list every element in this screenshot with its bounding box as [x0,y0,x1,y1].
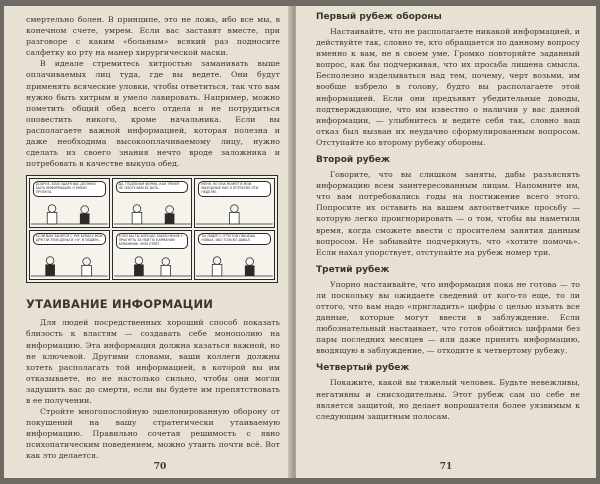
comic-figures-icon [195,251,274,280]
comic-panel [29,178,110,228]
paragraph: Стройте многопослойную эшелонированную оборону от покушений на вашу стратегически утаиваемую информацию. Правильно сочетая решимость с явно психопатическим поведением, можно утаить почти всё. Вот как это делается. [26,407,280,461]
comic-strip [26,175,278,283]
comic-figures-icon [113,251,192,280]
paragraph: Говорите, что вы слишком заняты, дабы разъяснять информацию всем заинтересованным лицам. Напомните им, что вам потребовались годы на постижение всего этого. Попросите их оставить на вашем автоответчике просьбу — которую легко проигнорировать — о том, чтобы вы наметили время, когда сможете ввести с просителем занятия данным вопросом. Не забывайте подчеркнуть, что «хотите помочь». Если нахал упорствует, отступайте на рубеж номер три. [316,170,580,257]
comic-panel [112,178,193,228]
comic-figures-icon [30,199,109,228]
speech-bubble: ТЫ ЛИДЕР С ОТЧЕТОМ ПИШЕШЬ НОВЫХ, ИБО ТОЛЬКО ДАВАЛ. [198,233,271,245]
comic-figures-icon [195,199,274,228]
paragraph: Упорно настаивайте, что информация пока не готова — то ли поскольку вы ожидаете сведений от кого-то еще, то ли оттого, что вам надо «пригладить» цифры с целью изъять все данные, которые могут ввести в заблуждение. Если любознательный настаивает, что готов обойтись цифрами без пары последних месяцев — или даже принять информацию, вводящую в заблуждение, — отходите к четвертому рубежу. [316,279,580,356]
comic-panel [112,230,193,280]
comic-figures-icon [113,199,192,228]
paragraph: В идеале стремитесь хитростью заманивать выше оплачиваемых лиц туда, где вы ведете. Они будут применять всяческие уловки, чтобы ответиться, так что вам нужно быть хитрым и умело лавировать. Например, можно пометить общий обед всего отдела и не потрудиться оповестить никого, кроме начальника. Если вы располагаете важной информацией, которая полезна и даже необходима высокооплачиваемому лицу, нужно сделать из своего знания нечто вроде заложника и потребовать в качестве выкупа обед. [26,59,280,169]
paragraph: Покажите, какой вы тяжелый человек. Будьте невежливы, негативны и снисходительны. Этот рубеж сам по себе не является защитой, но делает вопрошателя более уязвимым к следующим защитным полосам. [316,378,580,421]
speech-bubble: МЕНЯ. НО ОНА МОЖЕТ В МОИ ВЫХОДНЫЕ КАК Я ПОТРАТИЛ ЭТИ НЕДЕЛЮ. [198,181,271,197]
speech-bubble: ЕСЛИ ВАМ ЗАНЯТСЯ С РУК БУМАГУ МОЙ ДРУГОЙ ЭТИХ ДЕНЬГИ. НУ, В ОБЩЕМ... [33,233,106,245]
subsection-title: Четвертый рубеж [316,363,410,374]
paragraph: Настаивайте, что не располагаете никакой информацией, и действуйте так, словно те, кто обращается по данному вопросу именно к вам, не в своем уме. Громко повторяйте заданный вопрос, как бы подчеркивая, что их просьба лишена смысла. Бесполезно изделываться над тем, почему, черт возьми, им вообще взбрело в голову, будто вы располагаете этой информацией. Если они предъявят убедительные доводы, подтверждающие, что им известно о наличии у вас данной информации, — улыбнитесь и ведите себя так, словно ваш отказ был вызван их неудачно сформулированным вопросом. Отступайте ко второму рубежу обороны. [316,27,580,147]
subsection-title: Второй рубеж [316,155,390,166]
page-number: 70 [153,462,167,472]
speech-bubble: ДА, ПОДОБНАЯ ФОРМА, КАК ТРЕНЕР. НЕ СМОГУ ВАМ ЕЁ ДАТЬ. [116,181,189,193]
left-page [4,6,292,478]
right-page [296,6,596,478]
section-title: УТАИВАНИЕ ИНФОРМАЦИИ [26,297,214,312]
comic-panel [29,230,110,280]
comic-panel [194,178,275,228]
speech-bubble: ЕСЛИ БЫ ТЫ ХОРОШО ЗАКЛЮЧЕНИЕ У ПРЫГНУТЬ ЗА НЕЙ ПО КАРМАНАМ БУМАЖНИК, МОЙ ОТВЕТ. [116,233,189,249]
comic-figures-icon [30,251,109,280]
comic-panel [194,230,275,280]
page-number: 71 [439,462,453,472]
subsection-title: Первый рубеж обороны [316,12,442,22]
paragraph: Для людей посредственных хороший способ показать близость к властям — создавать себе монополию на информацию. Эта информация должна казаться важной, но не ключевой. Другими словами, ваши коллеги должны хотеть располагать той информацией, в которой вы им отказываете, но не настолько сильно, чтобы они могли задушить вас до смерти, если вы будете им препятствовать в ее получении. [26,318,280,405]
paragraph: смертельно болен. В принципе, это не ложь, ибо все мы, в конечном счете, умрем. Если вас заставят вместе, при разговоре с каким «больным» всякий раз подносите салфетку ко рту на манер хирургической маски. [26,15,280,58]
speech-bubble: ДОБРОЕ, БЛАГОДАРЯ ВАС ДОЛЖНО БЫТЬ ИНФОРМАЦИЮ О МНОЮ ПРОЕКТА. [33,181,106,197]
subsection-title: Третий рубеж [316,264,390,275]
